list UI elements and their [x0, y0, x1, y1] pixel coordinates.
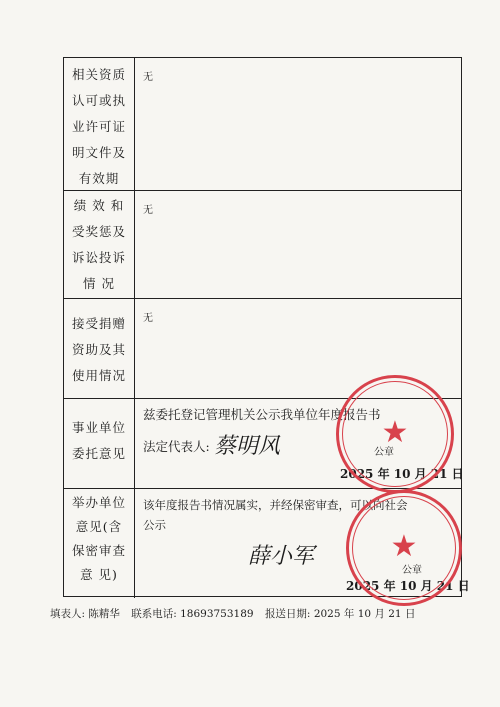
- label-line: 相关资质: [71, 67, 126, 82]
- signature-rep: 蔡明风: [214, 434, 281, 459]
- entrust-text: 兹委托登记管理机关公示我单位年度报告书: [143, 407, 381, 422]
- label-entrust: [64, 415, 134, 467]
- label-donations: [64, 311, 134, 389]
- date-entrust: 2025 年 10 月 21 日: [340, 467, 464, 481]
- label-line: 保密审查: [71, 543, 126, 558]
- label-line: 资助及其: [71, 342, 126, 357]
- seal-star-icon: ★: [381, 414, 409, 450]
- label-line: 情 况: [83, 276, 115, 291]
- rep-label: 法定代表人:: [143, 439, 210, 454]
- label-line: 业许可证: [71, 119, 126, 134]
- report-date: 报送日期: 2025 年 10 月 21 日: [264, 608, 416, 620]
- label-sponsor: [64, 491, 134, 587]
- sponsor-text-2: 公示: [143, 518, 166, 532]
- label-line: 意见(含: [75, 519, 123, 534]
- label-line: 有效期: [78, 171, 120, 186]
- label-line: 诉讼投诉: [71, 250, 126, 265]
- seal-label: 公章: [402, 565, 422, 576]
- label-line: 绩 效 和: [73, 198, 125, 213]
- column-divider: [134, 399, 135, 488]
- signature-sponsor: 薛小军: [248, 544, 315, 569]
- value-qualifications: 无: [143, 72, 153, 83]
- label-line: 使用情况: [71, 368, 126, 383]
- column-divider: [134, 191, 135, 298]
- column-divider: [134, 299, 135, 398]
- label-line: 委托意见: [71, 446, 126, 461]
- row-performance: [64, 191, 461, 299]
- row-qualifications: [64, 58, 461, 191]
- value-donations: 无: [143, 313, 153, 324]
- phone: 联系电话: 18693753189: [131, 608, 254, 620]
- label-qualifications: [64, 62, 134, 192]
- label-line: 事业单位: [71, 420, 126, 435]
- seal-star-icon: ★: [390, 528, 418, 564]
- sponsor-text-1: 该年度报告书情况属实，并经保密审查，可以向社会: [143, 498, 408, 512]
- seal-label: 公章: [374, 447, 394, 458]
- column-divider: [134, 58, 135, 190]
- official-seal-icon: [336, 375, 454, 493]
- filler: 填表人: 陈精华: [50, 608, 120, 620]
- label-line: 举办单位: [71, 495, 126, 510]
- value-performance: 无: [143, 205, 153, 216]
- footer: [50, 606, 423, 621]
- label-line: 明文件及: [71, 145, 126, 160]
- label-performance: [64, 193, 134, 297]
- label-line: 认可或执: [71, 93, 126, 108]
- date-sponsor: 2025 年 10 月 21 日: [346, 579, 470, 593]
- official-seal-icon: [346, 490, 462, 606]
- label-line: 接受捐赠: [71, 316, 126, 331]
- label-line: 受奖惩及: [71, 224, 126, 239]
- label-line: 意 见): [80, 567, 118, 582]
- column-divider: [134, 489, 135, 598]
